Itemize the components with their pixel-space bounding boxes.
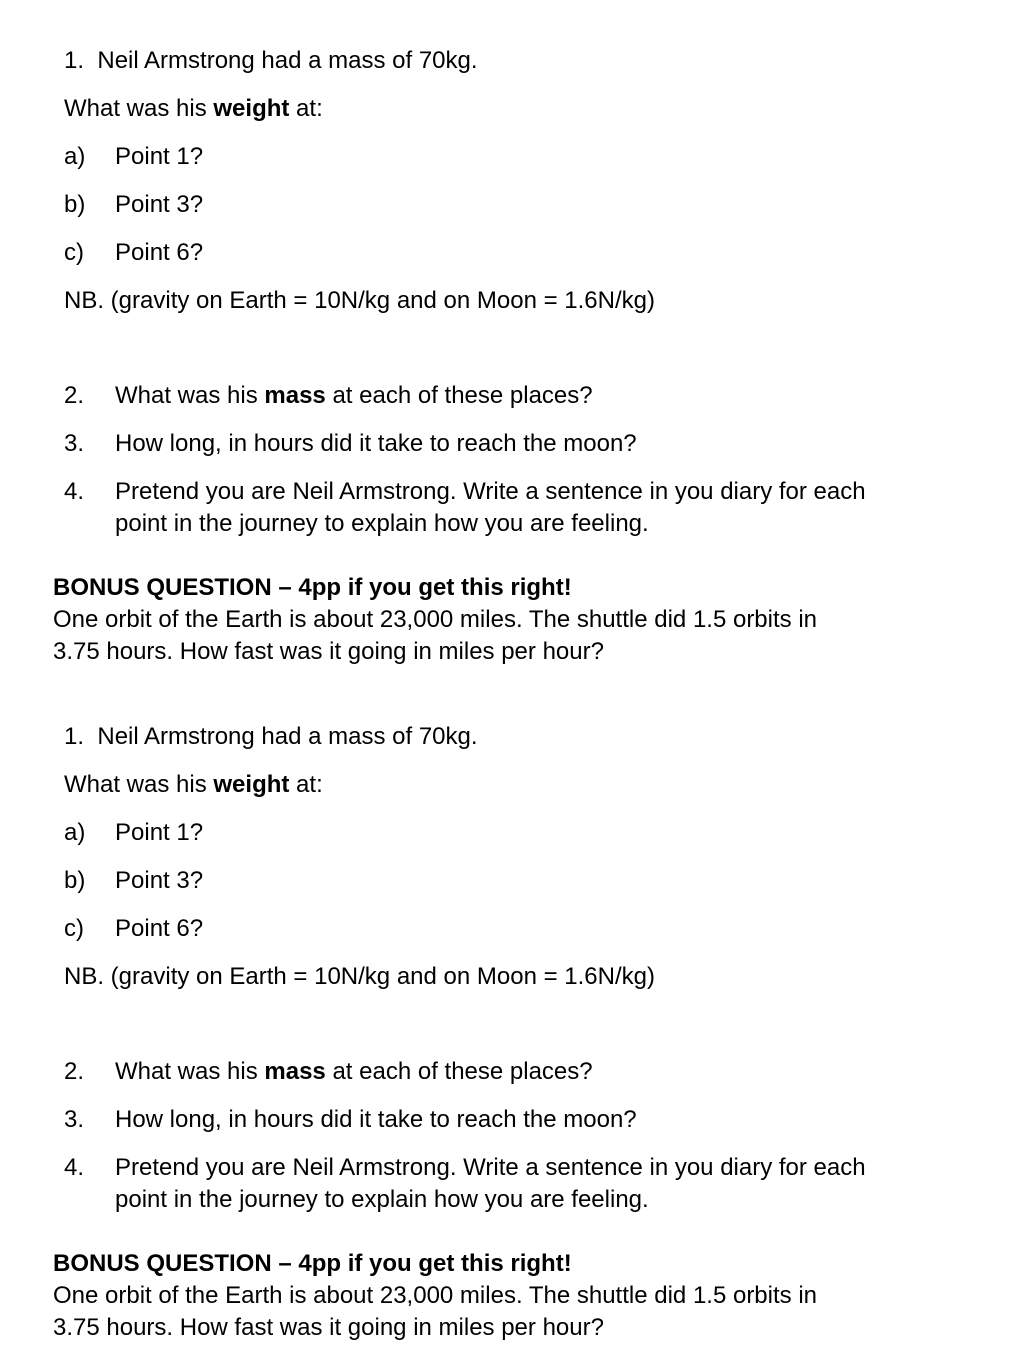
question-bold: mass [264, 1058, 326, 1085]
question-3-number: 3. [64, 1106, 85, 1133]
question-3-number: 3. [64, 430, 85, 457]
question-4-line-1: Pretend you are Neil Armstrong. Write a sentence in you diary for each [115, 478, 866, 505]
sub-question-c [64, 913, 84, 945]
bonus-line-1: One orbit of the Earth is about 23,000 miles. The shuttle did 1.5 orbits in [53, 606, 818, 633]
sub-marker: c) [64, 239, 84, 266]
prompt-text: at: [289, 95, 323, 122]
sub-marker: b) [64, 191, 86, 218]
sub-question-a-text: Point 1? [115, 819, 204, 846]
question-4-line-2: point in the journey to explain how you are feeling. [115, 1186, 649, 1213]
question-2-number: 2. [64, 1058, 85, 1085]
bonus-heading: BONUS QUESTION – 4pp if you get this right! [53, 1250, 572, 1277]
sub-question-a [64, 141, 85, 173]
prompt-text: at: [289, 771, 323, 798]
question-bold: mass [264, 382, 326, 409]
question-text: What was his [115, 382, 265, 409]
question-text: What was his [115, 1058, 265, 1085]
sub-question-c-text: Point 6? [115, 239, 204, 266]
gravity-note: NB. (gravity on Earth = 10N/kg and on Moon = 1.6N/kg) [64, 287, 655, 314]
weight-prompt [64, 769, 323, 801]
question-4-number: 4. [64, 478, 85, 505]
question-4-line-2: point in the journey to explain how you are feeling. [115, 510, 649, 537]
sub-marker: c) [64, 915, 84, 942]
sub-question-b [64, 189, 85, 221]
question-text: at each of these places? [325, 1058, 593, 1085]
question-1 [64, 721, 478, 753]
question-1 [64, 45, 478, 77]
sub-question-b [64, 865, 85, 897]
question-4-number: 4. [64, 1154, 85, 1181]
sub-marker: a) [64, 819, 86, 846]
question-number: 1. [64, 47, 85, 74]
sub-question-a-text: Point 1? [115, 143, 204, 170]
bonus-line-2: 3.75 hours. How fast was it going in miles per hour? [53, 1314, 604, 1341]
question-2-number: 2. [64, 382, 85, 409]
question-3: How long, in hours did it take to reach the moon? [115, 1106, 637, 1133]
sub-marker: a) [64, 143, 86, 170]
prompt-bold: weight [213, 771, 290, 798]
sub-question-c-text: Point 6? [115, 915, 204, 942]
sub-question-c [64, 237, 84, 269]
sub-question-a [64, 817, 85, 849]
weight-prompt [64, 93, 323, 125]
prompt-bold: weight [213, 95, 290, 122]
question-2 [115, 1056, 593, 1088]
question-text: at each of these places? [325, 382, 593, 409]
prompt-text: What was his [64, 771, 214, 798]
question-number: 1. [64, 723, 85, 750]
sub-marker: b) [64, 867, 86, 894]
question-2 [115, 380, 593, 412]
question-4-line-1: Pretend you are Neil Armstrong. Write a sentence in you diary for each [115, 1154, 866, 1181]
question-text: Neil Armstrong had a mass of 70kg. [97, 723, 478, 750]
question-text: Neil Armstrong had a mass of 70kg. [97, 47, 478, 74]
sub-question-b-text: Point 3? [115, 867, 204, 894]
bonus-line-2: 3.75 hours. How fast was it going in miles per hour? [53, 638, 604, 665]
prompt-text: What was his [64, 95, 214, 122]
bonus-line-1: One orbit of the Earth is about 23,000 miles. The shuttle did 1.5 orbits in [53, 1282, 818, 1309]
bonus-heading: BONUS QUESTION – 4pp if you get this right! [53, 574, 572, 601]
sub-question-b-text: Point 3? [115, 191, 204, 218]
question-3: How long, in hours did it take to reach the moon? [115, 430, 637, 457]
gravity-note: NB. (gravity on Earth = 10N/kg and on Moon = 1.6N/kg) [64, 963, 655, 990]
